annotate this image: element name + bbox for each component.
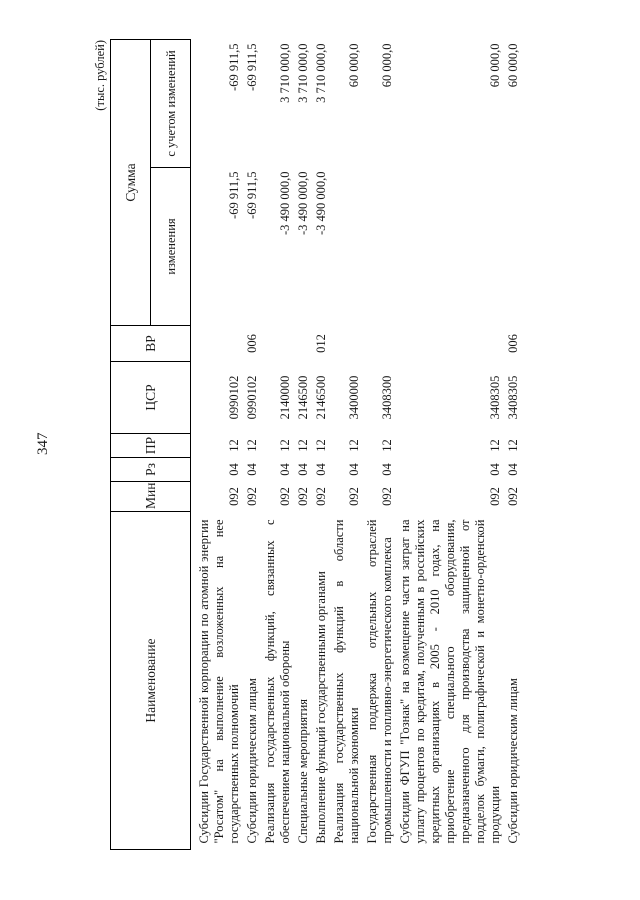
row-vr: 006 xyxy=(506,334,520,353)
table-row xyxy=(397,39,505,849)
table-row xyxy=(364,39,397,849)
row-pr: 12 xyxy=(347,439,361,452)
table-row xyxy=(244,39,262,849)
table-row xyxy=(191,39,245,849)
row-csr: 0990102 xyxy=(227,375,241,420)
row-min: 092 xyxy=(278,487,292,506)
row-pr: 12 xyxy=(278,439,292,452)
table-row xyxy=(295,39,313,849)
row-vr xyxy=(397,326,505,362)
row-rz: 04 xyxy=(488,463,502,476)
row-name: Субсидии юридическим лицам xyxy=(245,678,259,844)
row-pr: 12 xyxy=(506,439,520,452)
header-sum: Сумма xyxy=(111,39,151,325)
row-vr: 006 xyxy=(245,334,259,353)
row-csr: 3400000 xyxy=(347,375,361,420)
row-min: 092 xyxy=(488,487,502,506)
row-csr: 3408305 xyxy=(506,375,520,420)
row-csr: 3408305 xyxy=(488,375,502,420)
page-number: 347 xyxy=(35,432,51,455)
row-name: Реализация государственных функций в области национальной экономики xyxy=(332,519,361,844)
row-total: -69 911,5 xyxy=(227,43,241,91)
row-vr xyxy=(262,326,295,362)
row-total: 3 710 000,0 xyxy=(314,43,328,103)
header-min: Мин xyxy=(111,482,191,512)
budget-table xyxy=(110,39,523,850)
row-vr xyxy=(191,326,245,362)
row-change xyxy=(397,168,505,326)
units-label: (тыс. рублей) xyxy=(93,40,107,111)
table-row xyxy=(313,39,331,849)
row-name: Субсидии Государственной корпорации по атомной энергии "Росатом" на выполнение возложенных на нее государственных полномочий xyxy=(197,519,241,844)
rotated-page-content xyxy=(90,40,565,850)
header-pr: ПР xyxy=(111,434,191,458)
row-change: -69 911,5 xyxy=(227,171,241,219)
row-pr: 12 xyxy=(227,439,241,452)
header-rz: Рз xyxy=(111,458,191,482)
row-min: 092 xyxy=(296,487,310,506)
row-pr: 12 xyxy=(314,439,328,452)
row-min: 092 xyxy=(314,487,328,506)
row-rz: 04 xyxy=(347,463,361,476)
row-min: 092 xyxy=(227,487,241,506)
header-with-changes: с учетом изменений xyxy=(151,39,191,167)
row-min: 092 xyxy=(380,487,394,506)
row-change xyxy=(505,168,523,326)
row-change xyxy=(364,168,397,326)
row-vr xyxy=(331,326,364,362)
row-total: 60 000,0 xyxy=(488,43,502,88)
row-change: -3 490 000,0 xyxy=(278,171,292,236)
row-vr: 012 xyxy=(314,334,328,353)
row-rz: 04 xyxy=(227,463,241,476)
row-change: -69 911,5 xyxy=(245,171,259,219)
row-total: -69 911,5 xyxy=(245,43,259,91)
row-total: 3 710 000,0 xyxy=(278,43,292,103)
row-min: 092 xyxy=(506,487,520,506)
row-pr: 12 xyxy=(245,439,259,452)
header-csr: ЦСР xyxy=(111,362,191,434)
header-name: Наименование xyxy=(111,512,191,850)
row-change: -3 490 000,0 xyxy=(296,171,310,236)
row-pr: 12 xyxy=(488,439,502,452)
table-row xyxy=(505,39,523,849)
row-rz: 04 xyxy=(506,463,520,476)
row-rz: 04 xyxy=(278,463,292,476)
row-rz: 04 xyxy=(296,463,310,476)
row-rz: 04 xyxy=(380,463,394,476)
row-vr xyxy=(364,326,397,362)
row-change: -3 490 000,0 xyxy=(314,171,328,236)
row-total: 60 000,0 xyxy=(380,43,394,88)
table-row xyxy=(262,39,295,849)
row-name: Субсидии ФГУП "Гознак" на возмещение части затрат на уплату процентов по кредитам, полученным в российских кредитных организациях в 2005 - 2010 годах, на приобретение специального оборудования, предназначенного для производства защищенной от подделок бумаги, полиграфической и монетно-орденской продукции xyxy=(398,519,502,844)
row-pr: 12 xyxy=(380,439,394,452)
row-csr: 3408300 xyxy=(380,375,394,420)
row-rz: 04 xyxy=(314,463,328,476)
row-vr xyxy=(295,326,313,362)
row-min: 092 xyxy=(347,487,361,506)
row-name: Субсидии юридическим лицам xyxy=(506,678,520,844)
row-min: 092 xyxy=(245,487,259,506)
row-name: Специальные мероприятия xyxy=(296,698,310,844)
row-csr: 2140000 xyxy=(278,375,292,420)
row-csr: 2146500 xyxy=(296,375,310,420)
row-name: Реализация государственных функций, связанных с обеспечением национальной обороны xyxy=(263,519,292,844)
header-vr: ВР xyxy=(111,326,191,362)
row-total: 60 000,0 xyxy=(506,43,520,88)
table-row xyxy=(331,39,364,849)
row-rz: 04 xyxy=(245,463,259,476)
row-csr: 2146500 xyxy=(314,375,328,420)
row-total: 3 710 000,0 xyxy=(296,43,310,103)
row-total: 60 000,0 xyxy=(347,43,361,88)
row-pr: 12 xyxy=(296,439,310,452)
row-csr: 0990102 xyxy=(245,375,259,420)
row-name: Государственная поддержка отдельных отраслей промышленности и топливно-энергетического комплекса xyxy=(365,519,394,844)
row-name: Выполнение функций государственными органами xyxy=(314,571,328,844)
row-change xyxy=(331,168,364,326)
header-changes: изменения xyxy=(151,168,191,326)
